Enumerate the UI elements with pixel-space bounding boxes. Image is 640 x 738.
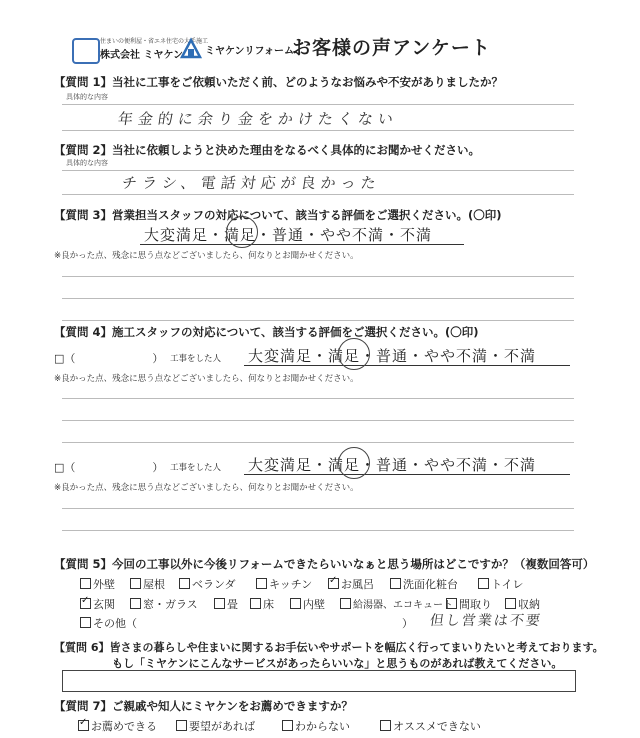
checkbox[interactable] <box>130 578 141 589</box>
comment-line <box>62 320 574 321</box>
reform-logo-icon <box>180 37 202 59</box>
staff-name-field-1[interactable]: □（ ） <box>54 352 164 365</box>
question-5: 【質問 5】今回の工事以外に今後リフォームできたらいいなぁと思う場所はどこですか？（複数回答可） <box>54 557 595 571</box>
miyaken-logo-icon <box>72 38 100 64</box>
rating-scale-staff-2: 大変満足・満足・普通・やや不満・不満 <box>248 456 537 474</box>
detail-label-2: 具体的な内容 <box>66 159 108 167</box>
question-3: 【質問 3】営業担当スタッフの対応について、該当する評価をご選択ください。(〇印) <box>54 208 502 222</box>
staff-label-1: 工事をした人 <box>170 354 222 364</box>
staff-label-2: 工事をした人 <box>170 463 222 473</box>
option-kyutoki[interactable]: 給湯器、エコキュート <box>340 596 453 611</box>
checkbox[interactable] <box>256 578 267 589</box>
checkbox[interactable] <box>80 617 91 628</box>
answer-line <box>62 104 574 105</box>
checkbox[interactable] <box>390 578 401 589</box>
question-6: 【質問 6】皆さまの暮らしや住まいに関するお手伝いやサポートを幅広く行ってまいりたいと考えております。 <box>54 641 604 654</box>
selected-rating-circle <box>338 447 370 479</box>
company-name: 株式会社 ミヤケン <box>100 50 183 61</box>
checkbox[interactable] <box>505 598 516 609</box>
rating-scale-staff-1: 大変満足・満足・普通・やや不満・不満 <box>248 347 537 365</box>
checkbox[interactable] <box>282 720 293 731</box>
option-genkan[interactable]: ✓玄関 <box>80 596 115 612</box>
other-close-paren: ） <box>402 617 413 630</box>
option-veranda[interactable]: ベランダ <box>179 576 236 592</box>
option-yuka[interactable]: 床 <box>250 596 274 612</box>
checkbox-checked[interactable] <box>80 598 91 609</box>
page-title: お客様の声アンケート <box>292 37 491 59</box>
option-other[interactable]: その他（ <box>80 615 137 631</box>
comment-note-4b: ※良かった点、残念に思う点などございましたら、何なりとお聞かせください。 <box>54 483 359 493</box>
comment-line <box>62 398 574 399</box>
question-2: 【質問 2】当社に依頼しようと決めた理由をなるべく具体的にお聞かせください。 <box>54 143 481 157</box>
rating-underline <box>244 365 570 366</box>
question-7: 【質問 7】ご親戚や知人にミヤケンをお薦めできますか？ <box>54 699 353 713</box>
checkbox[interactable] <box>176 720 187 731</box>
option-toilet[interactable]: トイレ <box>478 576 523 592</box>
comment-note-3: ※良かった点、残念に思う点などございましたら、何なりとお聞かせください。 <box>54 251 359 261</box>
detail-label-1: 具体的な内容 <box>66 93 108 101</box>
option-not-recommend[interactable]: オススメできない <box>380 718 481 734</box>
checkbox[interactable] <box>250 598 261 609</box>
comment-note-4a: ※良かった点、残念に思う点などございましたら、何なりとお聞かせください。 <box>54 374 359 384</box>
answer-line <box>62 130 574 131</box>
staff-name-field-2[interactable]: □（ ） <box>54 461 164 474</box>
selected-rating-circle <box>338 338 370 370</box>
option-senmen[interactable]: 洗面化粧台 <box>390 576 458 592</box>
option-dont-know[interactable]: わからない <box>282 718 350 734</box>
brand-name: ミヤケンリフォーム <box>205 46 294 57</box>
option-ofuro[interactable]: ✓ お風呂 <box>328 576 374 592</box>
checkbox[interactable] <box>179 578 190 589</box>
option-if-requested[interactable]: 要望があれば <box>176 718 255 734</box>
comment-line <box>62 508 574 509</box>
checkbox-checked[interactable] <box>78 720 89 731</box>
option-yane[interactable]: 屋根 <box>130 576 165 592</box>
answer-line <box>62 194 574 195</box>
answer-1: 年金的に余り金をかけたくない <box>116 110 400 128</box>
comment-line <box>62 420 574 421</box>
question-4: 【質問 4】施工スタッフの対応について、該当する評価をご選択ください。(〇印) <box>54 325 479 339</box>
option-tatami[interactable]: 畳 <box>214 596 238 612</box>
checkbox[interactable] <box>214 598 225 609</box>
checkbox[interactable] <box>80 578 91 589</box>
selected-rating-circle <box>226 216 258 248</box>
answer-line <box>62 170 574 171</box>
checkbox[interactable] <box>446 598 457 609</box>
comment-line <box>62 442 574 443</box>
comment-line <box>62 298 574 299</box>
option-recommend[interactable]: ✓お薦めできる <box>78 718 157 734</box>
checkbox[interactable] <box>478 578 489 589</box>
question-1: 【質問 1】当社に工事をご依頼いただく前、どのようなお悩みや不安がありましたか？ <box>54 75 504 89</box>
option-madori[interactable]: 間取り <box>446 596 492 612</box>
rating-underline <box>244 474 570 475</box>
comment-line <box>62 530 574 531</box>
rating-scale-sales: 大変満足・満足・普通・やや不満・不満 <box>144 226 433 244</box>
checkbox[interactable] <box>290 598 301 609</box>
option-shuno[interactable]: 収納 <box>505 596 540 612</box>
rating-underline <box>140 244 464 245</box>
question-6-line2: もし「ミヤケンにこんなサービスがあったらいいな」と思うものがあれば教えてください。 <box>112 657 563 670</box>
checkbox[interactable] <box>340 598 351 609</box>
answer-2: チラシ、電話対応が良かった <box>120 174 383 192</box>
option-naiheki[interactable]: 内壁 <box>290 596 325 612</box>
checkbox[interactable] <box>380 720 391 731</box>
option-mado[interactable]: 窓・ガラス <box>130 596 198 612</box>
checkbox[interactable] <box>130 598 141 609</box>
comment-line <box>62 276 574 277</box>
service-request-field[interactable] <box>62 670 576 692</box>
company-tagline: 住まいの便利屋・省エネ住宅の大手施工 <box>100 38 209 45</box>
option-gaiheki[interactable]: 外壁 <box>80 576 115 592</box>
checkbox-checked[interactable] <box>328 578 339 589</box>
other-handwritten-note: 但し営業は不要 <box>428 613 543 629</box>
option-kitchen[interactable]: キッチン <box>256 576 312 592</box>
